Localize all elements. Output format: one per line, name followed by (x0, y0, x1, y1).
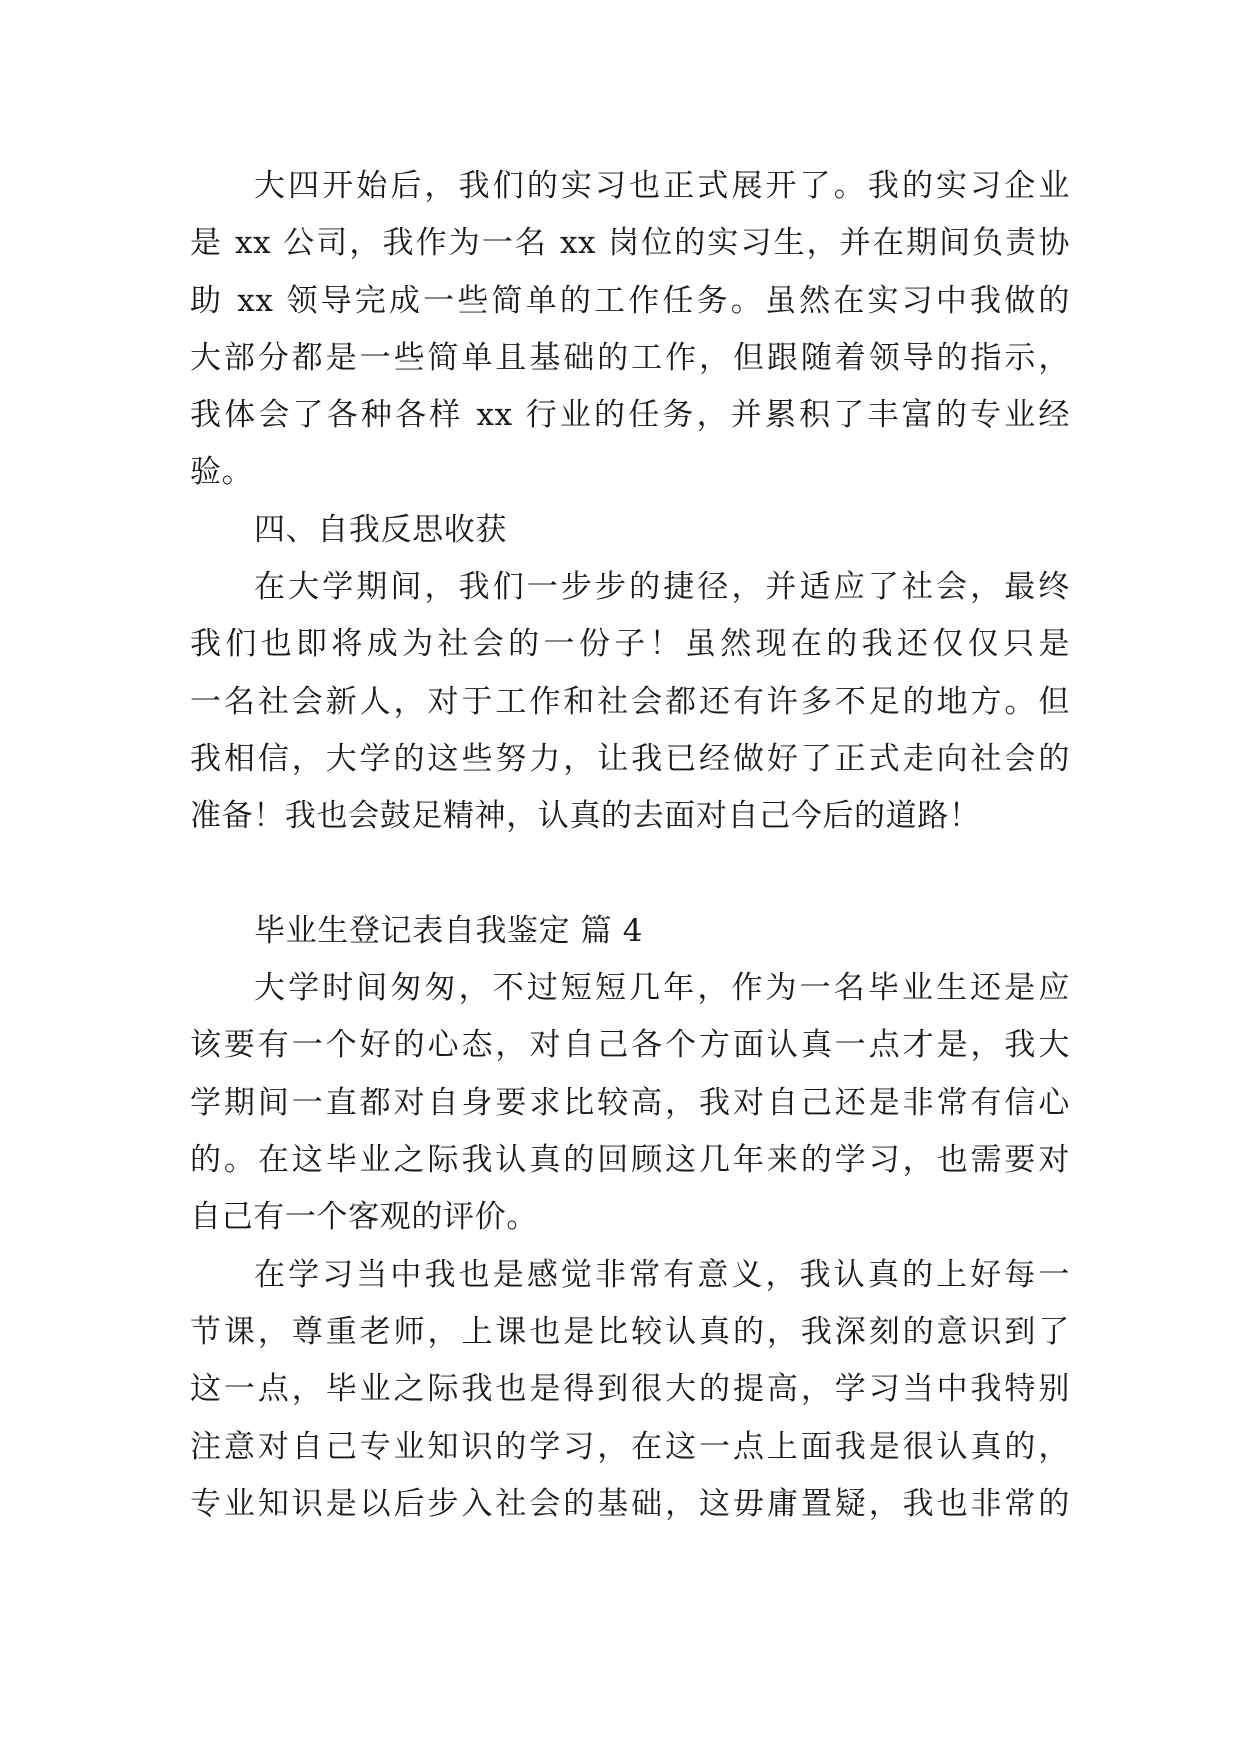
text-line: 的。在这毕业之际我认真的回顾这几年来的学习，也需要对 (190, 1142, 1070, 1179)
text-line: 在大学期间，我们一步步的捷径，并适应了社会，最终 (254, 569, 1070, 606)
paragraph-study (190, 1247, 1070, 1533)
text-line: 节课，尊重老师，上课也是比较认真的，我深刻的意识到了 (190, 1313, 1070, 1350)
text-line: 大学时间匆匆，不过短短几年，作为一名毕业生还是应 (254, 970, 1070, 1007)
text-line: 我体会了各种各样 xx 行业的任务，并累积了丰富的专业经 (190, 397, 1070, 434)
text-line: 是 xx 公司，我作为一名 xx 岗位的实习生，并在期间负责协 (190, 225, 1070, 262)
text-line: 大部分都是一些简单且基础的工作，但跟随着领导的指示， (190, 339, 1070, 376)
text-line: 在学习当中我也是感觉非常有意义，我认真的上好每一 (254, 1256, 1070, 1293)
text-line: 我相信，大学的这些努力，让我已经做好了正式走向社会的 (190, 740, 1070, 777)
text-line: 该要有一个好的心态，对自己各个方面认真一点才是，我大 (190, 1027, 1070, 1064)
text-line: 我们也即将成为社会的一份子！虽然现在的我还仅仅只是 (190, 626, 1070, 663)
text-line: 大四开始后，我们的实习也正式展开了。我的实习企业 (254, 168, 1070, 204)
text-line: 注意对自己专业知识的学习，在这一点上面我是很认真的， (190, 1428, 1070, 1465)
blank-line (190, 846, 1070, 903)
paragraph-reflection (190, 559, 1070, 845)
article-title: 毕业生登记表自我鉴定 篇 4 (254, 912, 644, 949)
text-line: 准备！我也会鼓足精神，认真的去面对自己今后的道路！ (190, 798, 981, 835)
text-line: 自己有一个客观的评价。 (190, 1199, 538, 1236)
document-body (190, 158, 1070, 1533)
text-line: 助 xx 领导完成一些简单的工作任务。虽然在实习中我做的 (190, 282, 1070, 319)
text-line: 验。 (190, 454, 254, 491)
text-line: 学期间一直都对自身要求比较高，我对自己还是非常有信心 (190, 1084, 1070, 1121)
text-line: 专业知识是以后步入社会的基础，这毋庸置疑，我也非常的 (190, 1485, 1070, 1522)
paragraph-internship (190, 158, 1070, 502)
section-heading: 四、自我反思收获 (254, 511, 507, 548)
text-line: 这一点，毕业之际我也是得到很大的提高，学习当中我特别 (190, 1371, 1070, 1408)
text-line: 一名社会新人，对于工作和社会都还有许多不足的地方。但 (190, 683, 1070, 720)
paragraph-graduate-attitude (190, 960, 1070, 1246)
